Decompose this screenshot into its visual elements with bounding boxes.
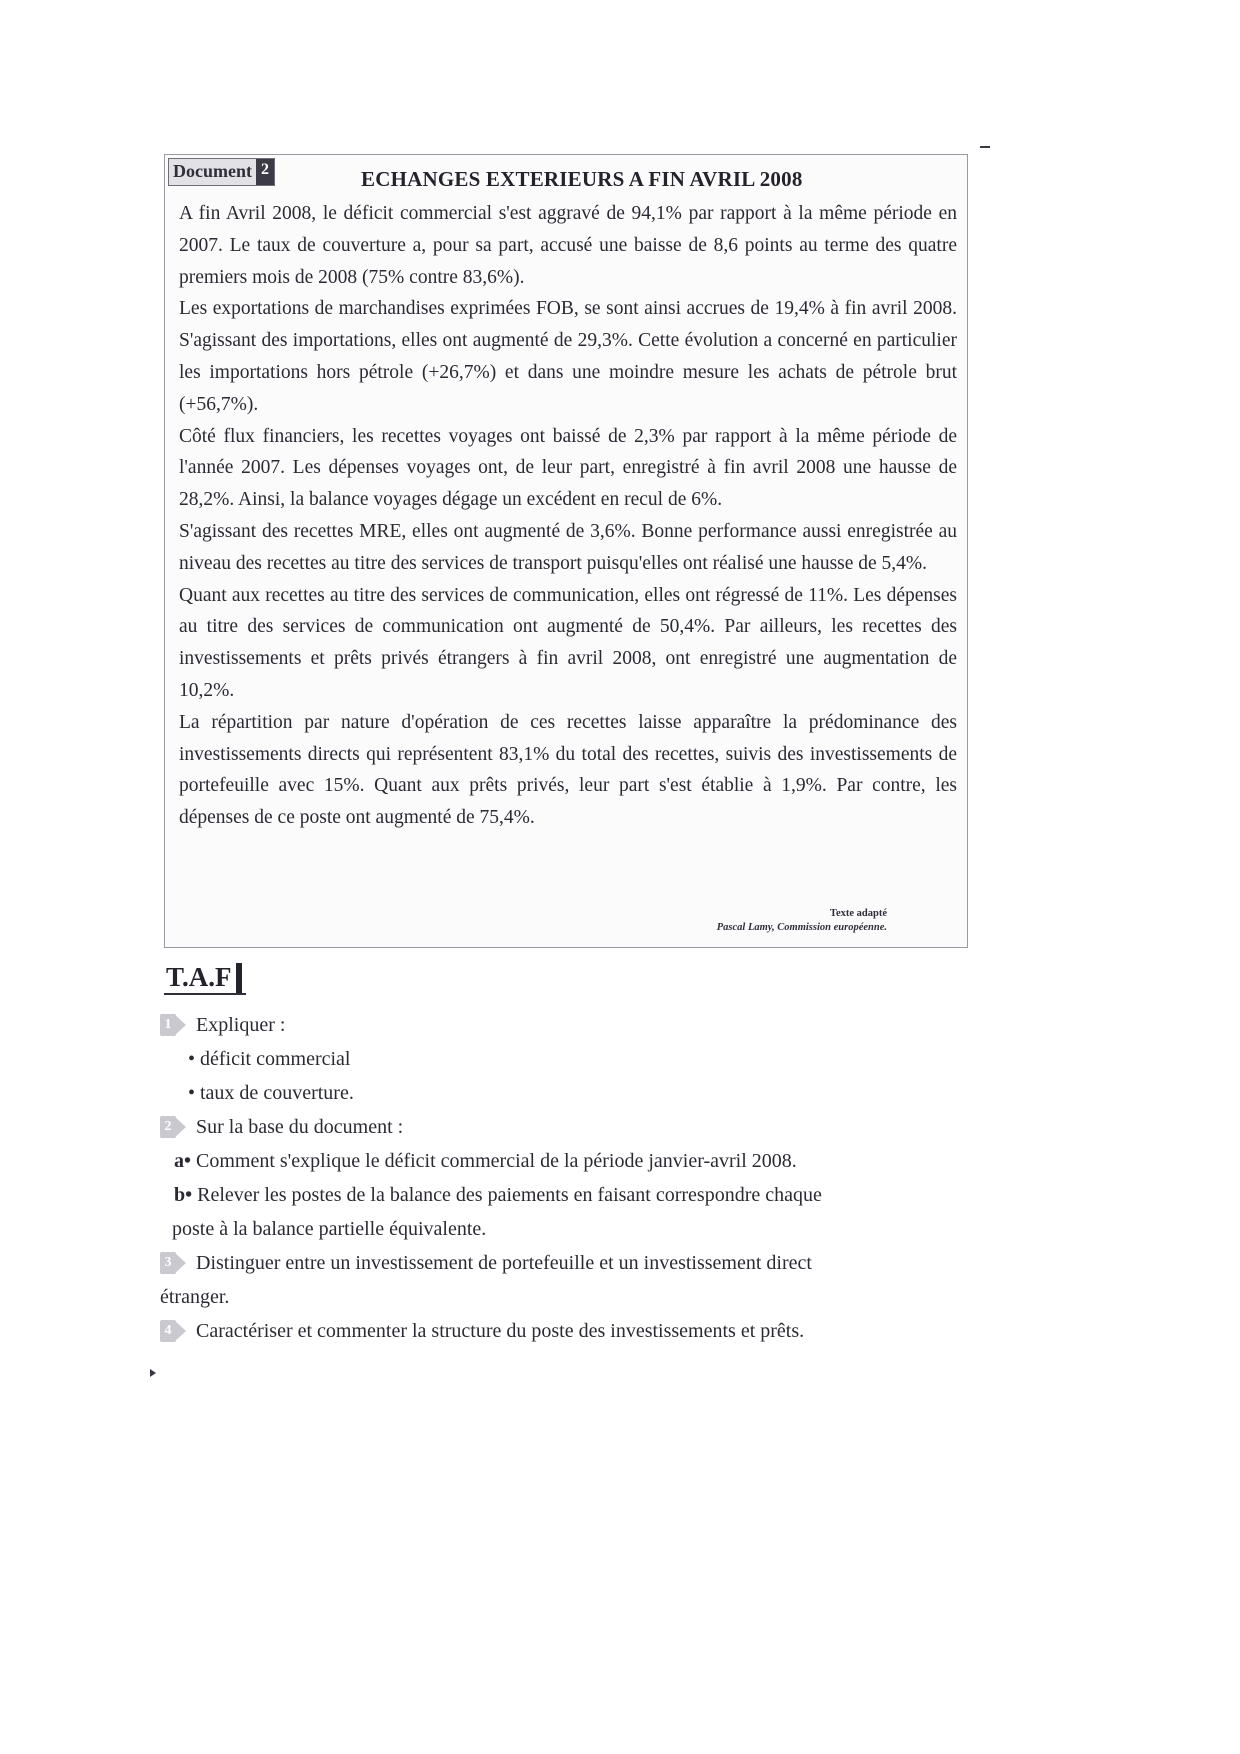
sub-question-b bbox=[160, 1178, 965, 1212]
taf-heading-text: T.A.F bbox=[166, 962, 232, 992]
arrow-bullet-icon bbox=[160, 1252, 190, 1274]
question-text: Sur la base du document : bbox=[196, 1116, 404, 1138]
paragraph: Quant aux recettes au titre des services de communication, elles ont régressé de 11%. Les dépenses au titre des services de communication ont augmenté de 50,4%. Par ailleurs, les recettes des investissements et prêts privés étrangers à fin avril 2008, ont enregistré une augmentation de 10,2%. bbox=[179, 584, 957, 701]
question-number: 4 bbox=[164, 1323, 172, 1338]
question-3-continued: étranger. bbox=[160, 1286, 230, 1308]
question-4 bbox=[160, 1314, 965, 1348]
sub-question-letter: a• bbox=[174, 1150, 192, 1172]
heading-bar bbox=[236, 963, 242, 993]
scan-mark bbox=[150, 1369, 156, 1377]
list-item: • taux de couverture. bbox=[188, 1082, 354, 1104]
document-label bbox=[168, 158, 275, 186]
sub-question-text: Relever les postes de la balance des paiements en faisant correspondre chaque bbox=[197, 1184, 822, 1206]
paragraph: La répartition par nature d'opération de ces recettes laisse apparaître la prédominance des investissements directs qui représentent 83,1% du total des recettes, suivis des investissements de portefeuille avec 15%. Quant aux prêts privés, leur part s'est établie à 1,9%. Par contre, les dépenses de ce poste ont augmenté de 75,4%. bbox=[179, 711, 957, 829]
question-text: Caractériser et commenter la structure du poste des investissements et prêts. bbox=[196, 1320, 805, 1342]
document-number: 2 bbox=[256, 159, 274, 185]
question-number: 1 bbox=[164, 1017, 172, 1032]
question-list bbox=[160, 1008, 965, 1348]
question-number: 2 bbox=[164, 1119, 172, 1134]
document-box bbox=[164, 154, 968, 948]
document-title: ECHANGES EXTERIEURS A FIN AVRIL 2008 bbox=[361, 167, 803, 191]
sub-question-text: Comment s'explique le déficit commercial de la période janvier-avril 2008. bbox=[196, 1150, 797, 1172]
source-note: Texte adapté bbox=[829, 908, 887, 919]
paragraph: Côté flux financiers, les recettes voyages ont baissé de 2,3% par rapport à la même période de l'année 2007. Les dépenses voyages ont, de leur part, enregistré à fin avril 2008 une hausse de 28,2%. Ainsi, la balance voyages dégage un excédent en recul de 6%. bbox=[179, 425, 957, 511]
question-number: 3 bbox=[164, 1255, 172, 1270]
sub-question-b-continued: poste à la balance partielle équivalente. bbox=[172, 1218, 487, 1240]
document-body bbox=[179, 198, 957, 834]
paragraph: S'agissant des recettes MRE, elles ont augmenté de 3,6%. Bonne performance aussi enregistrée au niveau des recettes au titre des services de transport puisqu'elles ont réalisé une hausse de 5,4%. bbox=[179, 520, 957, 574]
arrow-bullet-icon bbox=[160, 1320, 190, 1342]
sub-question-a bbox=[160, 1144, 965, 1178]
list-item: • déficit commercial bbox=[188, 1048, 351, 1070]
source-citation bbox=[717, 907, 887, 935]
source-author: Pascal Lamy, Commission européenne. bbox=[716, 922, 887, 933]
scan-mark bbox=[980, 146, 990, 148]
paragraph: Les exportations de marchandises exprimées FOB, se sont ainsi accrues de 19,4% à fin avril 2008. S'agissant des importations, elles ont augmenté de 29,3%. Cette évolution a concerné en particulier les importations hors pétrole (+26,7%) et dans une moindre mesure les achats de pétrole brut (+56,7%). bbox=[179, 298, 957, 415]
sub-question-letter: b• bbox=[174, 1184, 193, 1206]
document-label-text: Document bbox=[173, 161, 252, 181]
arrow-bullet-icon bbox=[160, 1014, 190, 1036]
question-2 bbox=[160, 1110, 965, 1144]
arrow-bullet-icon bbox=[160, 1116, 190, 1138]
question-1 bbox=[160, 1008, 965, 1042]
taf-heading bbox=[164, 955, 246, 995]
paragraph: A fin Avril 2008, le déficit commercial s'est aggravé de 94,1% par rapport à la même période en 2007. Le taux de couverture a, pour sa part, accusé une baisse de 8,6 points au terme des quatre premiers mois de 2008 (75% contre 83,6%). bbox=[179, 203, 957, 288]
question-3 bbox=[160, 1246, 965, 1280]
question-text: Distinguer entre un investissement de portefeuille et un investissement direct bbox=[196, 1252, 812, 1274]
question-text: Expliquer : bbox=[196, 1014, 286, 1036]
